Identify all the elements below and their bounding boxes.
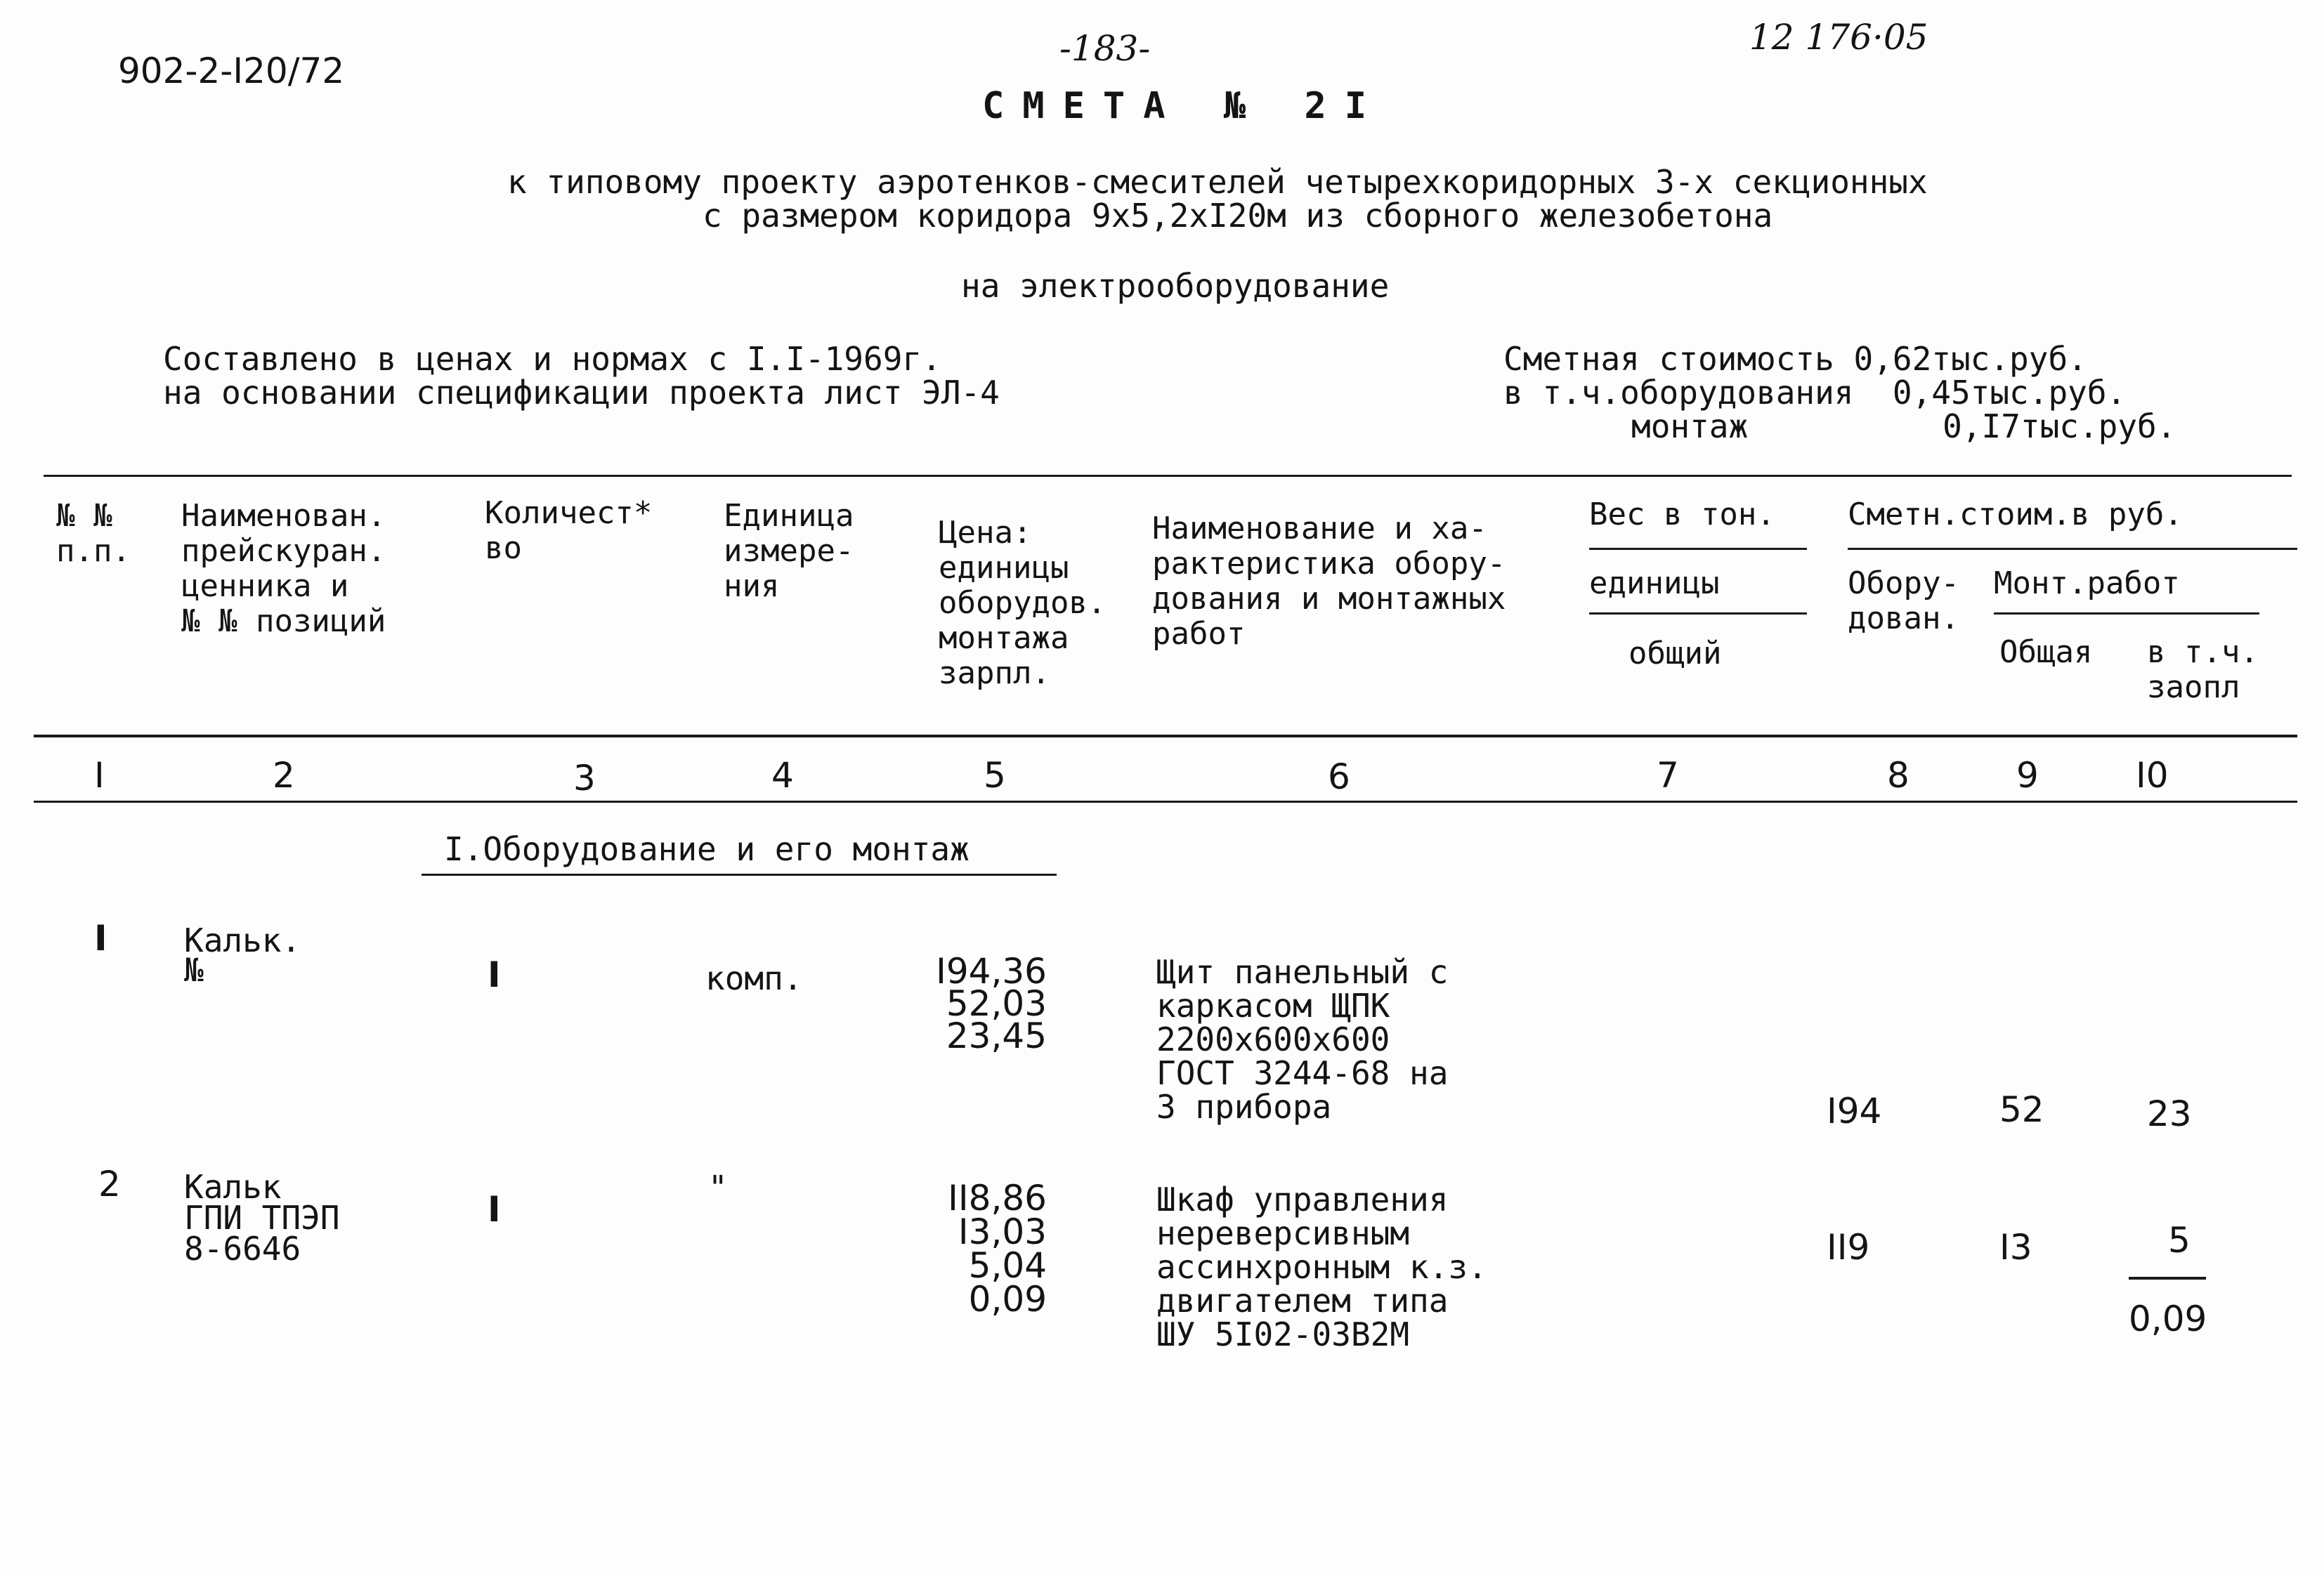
header-installation-wages: в т.ч. заопл <box>2147 634 2259 705</box>
row-2-number: 2 <box>98 1164 121 1204</box>
basis-line-1: Составлено в ценах и нормах с I.I-1969г. <box>163 340 941 378</box>
row-1-number: I <box>94 918 107 959</box>
document-code: 902-2-I20/72 <box>118 51 345 91</box>
header-installation-works: Монт.работ <box>1994 565 2180 601</box>
subtitle-line-1: к типовому проекту аэротенков-смесителей четырехкоридорных 3-х секционных <box>507 163 1928 201</box>
row-1-equipment-cost: I94 <box>1827 1091 1882 1131</box>
row-2-description: Шкаф управления нереверсивным ассинхронным к.з. двигателем типа ШУ 5I02-03В2М <box>1156 1181 1487 1353</box>
header-quantity: Количест* во <box>485 495 653 566</box>
column-number-3: 3 <box>573 758 596 799</box>
estimate-cost-installation: монтаж 0,I7тыс.руб. <box>1631 407 2176 445</box>
header-weight: Вес в тон. <box>1589 497 1775 532</box>
header-equipment-description: Наименование и ха- рактеристика обору- дования и монтажных работ <box>1152 511 1506 652</box>
header-weight-unit: единицы <box>1589 565 1720 601</box>
basis-line-2: на основании спецификации проекта лист ЭЛ-4 <box>163 374 1000 412</box>
column-number-2: 2 <box>273 755 295 796</box>
row-1-prices: I94,36 52,03 23,45 <box>936 951 1047 1056</box>
row-2-equipment-cost: II9 <box>1827 1227 1870 1268</box>
header-installation-total: Общая <box>1999 634 2093 670</box>
section-title-underline <box>422 874 1057 876</box>
column-number-10: I0 <box>2136 755 2169 796</box>
header-row-number: № № п.п. <box>56 498 131 569</box>
header-price: Цена: единицы оборудов. монтажа зарпл. <box>939 515 1106 691</box>
column-number-7: 7 <box>1657 755 1679 796</box>
row-1-installation-total: 52 <box>1999 1089 2044 1130</box>
header-price-list-position: Наименован. прейскуран. ценника и № № позиций <box>181 498 386 639</box>
subtitle-line-2: с размером коридора 9х5,2хI20м из сборного железобетона <box>703 197 1773 235</box>
column-number-5: 5 <box>984 755 1006 796</box>
header-weight-total: общий <box>1628 636 1722 671</box>
row-2-unit-ditto: " <box>708 1169 728 1207</box>
row-1-unit: комп. <box>705 959 803 997</box>
column-number-rule <box>34 801 2297 803</box>
cost-subheader-rule <box>1848 548 2297 550</box>
row-2-installation-wages-extra: 0,09 <box>2129 1299 2207 1339</box>
header-unit: Единица измере- ния <box>724 498 854 604</box>
row-2-source: Кальк ГПИ ТПЭП 8-6646 <box>184 1168 340 1268</box>
mount-subheader-rule <box>1994 612 2259 615</box>
table-header-bottom-rule <box>34 735 2297 737</box>
header-estimated-cost: Сметн.стоим.в руб. <box>1848 497 2183 532</box>
weight-unit-rule <box>1589 612 1807 615</box>
column-number-1: I <box>94 755 105 796</box>
column-number-8: 8 <box>1887 755 1910 796</box>
row-1-installation-wages: 23 <box>2147 1094 2192 1134</box>
handwritten-archive-number: 12 176·05 <box>1749 17 1928 58</box>
column-number-6: 6 <box>1328 756 1350 797</box>
document-title: СМЕТА № 2I <box>982 85 1385 127</box>
row-2-installation-wages: 5 <box>2168 1220 2191 1261</box>
row-2-fraction-bar <box>2129 1277 2206 1280</box>
column-number-9: 9 <box>2016 755 2039 796</box>
row-1-description: Щит панельный с каркасом ЩПК 2200х600х600 ГОСТ 3244-68 на 3 прибора <box>1156 953 1449 1126</box>
column-number-4: 4 <box>771 755 794 796</box>
estimate-subject: на электрооборудование <box>961 267 1390 305</box>
row-2-quantity: I <box>488 1189 501 1230</box>
row-1-source: Кальк. № <box>184 921 301 989</box>
table-top-rule <box>44 475 2292 477</box>
page-number: -183- <box>1059 28 1151 69</box>
row-2-prices: II8,86 I3,03 5,04 0,09 <box>948 1178 1047 1320</box>
header-equipment-cost: Обору- дован. <box>1848 565 1959 636</box>
row-2-installation-total: I3 <box>1999 1227 2032 1268</box>
row-1-quantity: I <box>488 954 501 995</box>
section-title: I.Оборудование и его монтаж <box>444 830 970 868</box>
weight-subheader-rule <box>1589 548 1807 550</box>
estimate-cost-equipment: в т.ч.оборудования 0,45тыс.руб. <box>1503 374 2127 412</box>
estimate-cost-total: Сметная стоимость 0,62тыс.руб. <box>1503 340 2087 378</box>
